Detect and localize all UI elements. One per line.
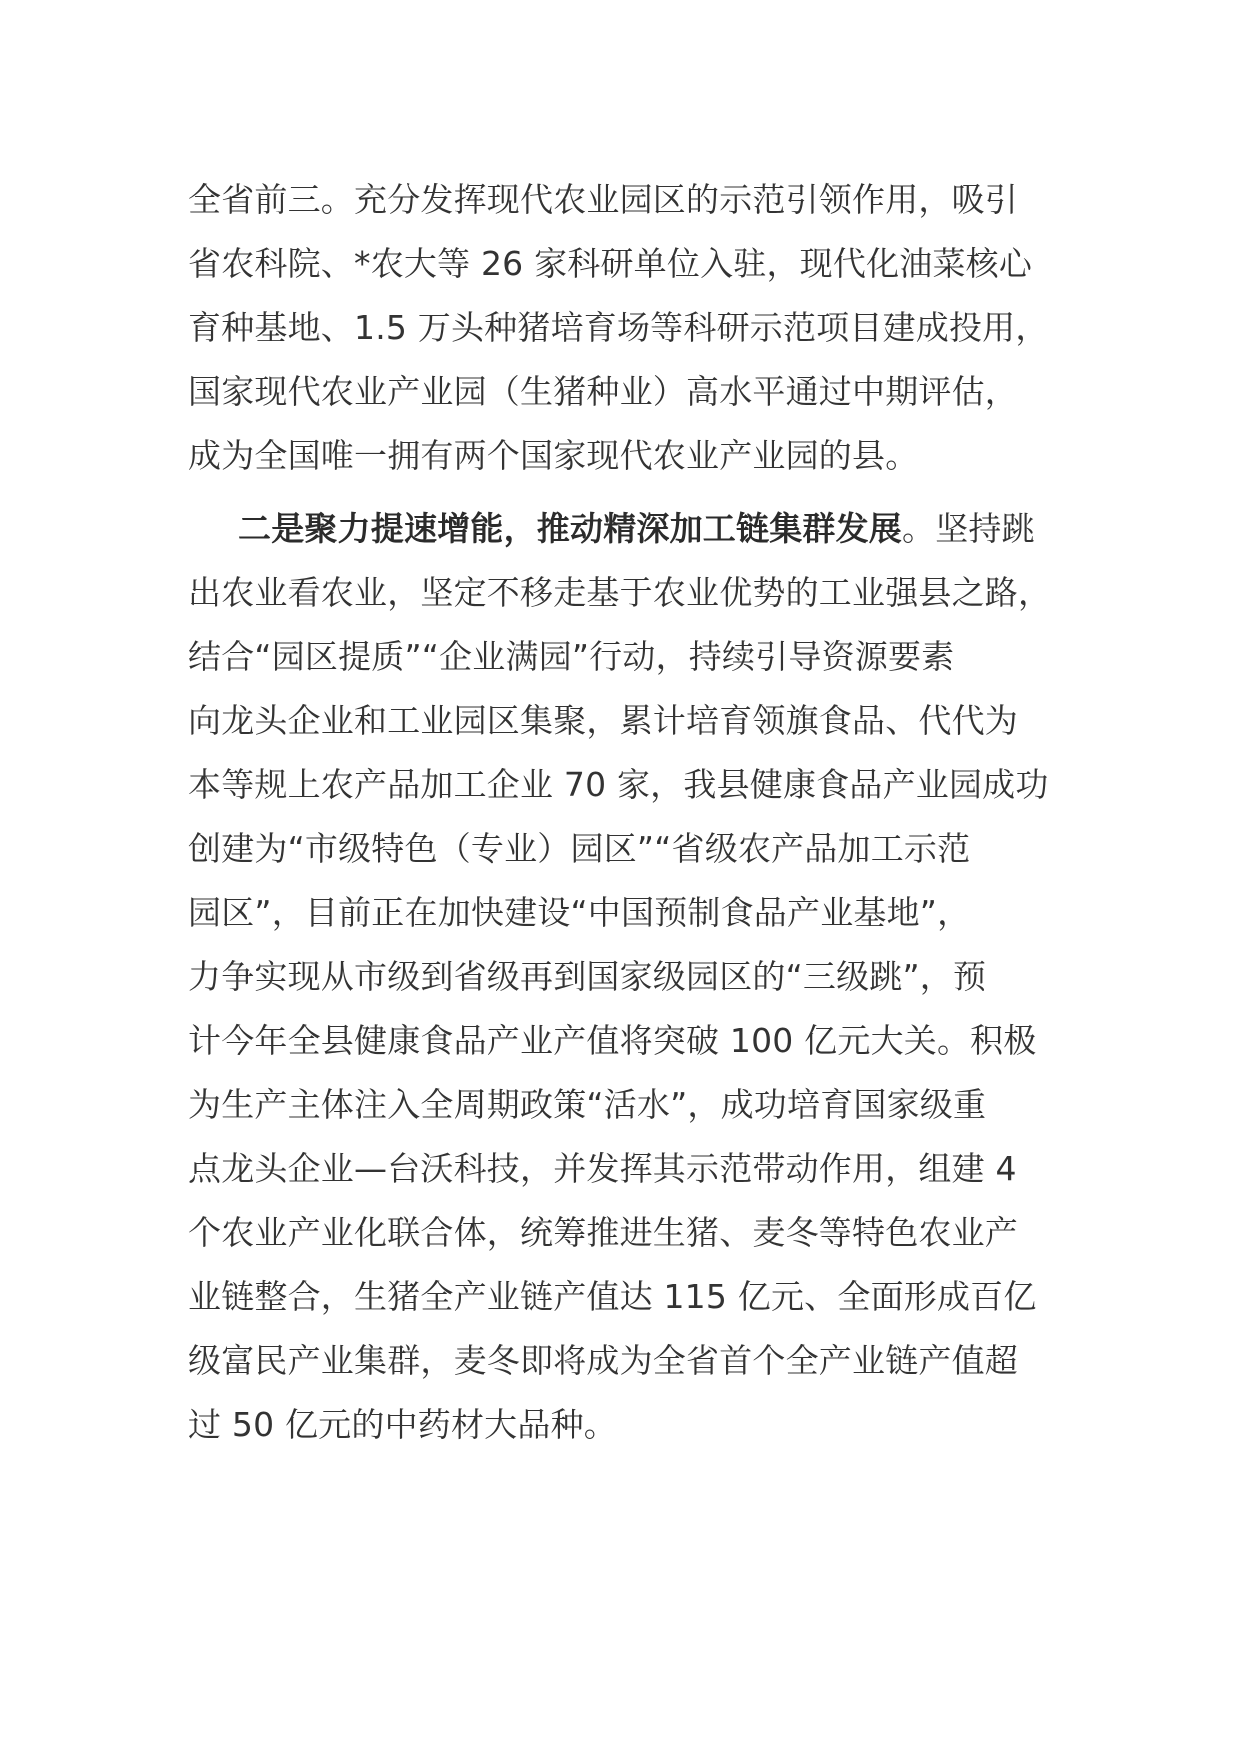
paragraph-line: 成为全国唯一拥有两个国家现代农业产业园的县。 [188,436,919,475]
paragraph-first-line [188,497,1078,561]
document-body [188,168,1078,1457]
paragraph-line: 本等规上农产品加工企业 70 家，我县健康食品产业园成功 [188,765,1049,804]
paragraph-line: 力争实现从市级到省级再到国家级园区的“三级跳”，预 [188,957,987,996]
paragraph-2 [188,497,1078,1457]
section-heading: 二是聚力提速增能，推动精深加工链集群发展 [238,509,902,548]
paragraph-line: 过 50 亿元的中药材大品种。 [188,1405,617,1444]
paragraph-line: 级富民产业集群，麦冬即将成为全省首个全产业链产值超 [188,1341,1018,1380]
paragraph-1 [188,168,1078,488]
paragraph-line: 创建为“市级特色（专业）园区”“省级农产品加工示范 [188,829,971,868]
heading-tail-text: 。坚持跳 [902,509,1035,548]
paragraph-line: 业链整合，生猪全产业链产值达 115 亿元、全面形成百亿 [188,1277,1037,1316]
paragraph-line: 向龙头企业和工业园区集聚，累计培育领旗食品、代代为 [188,701,1018,740]
paragraph-line: 省农科院、*农大等 26 家科研单位入驻，现代化油菜核心 [188,244,1033,283]
paragraph-line: 计今年全县健康食品产业产值将突破 100 亿元大关。积极 [188,1021,1037,1060]
paragraph-line: 点龙头企业—台沃科技，并发挥其示范带动作用，组建 4 [188,1149,1017,1188]
paragraph-line: 园区”，目前正在加快建设“中国预制食品产业基地”， [188,893,971,932]
paragraph-line: 国家现代农业产业园（生猪种业）高水平通过中期评估， [188,372,1018,411]
paragraph-line: 个农业产业化联合体，统筹推进生猪、麦冬等特色农业产 [188,1213,1018,1252]
paragraph-line: 为生产主体注入全周期政策“活水”，成功培育国家级重 [188,1085,987,1124]
paragraph-line: 结合“园区提质”“企业满园”行动，持续引导资源要素 [188,637,955,676]
paragraph-spacer [188,488,1078,497]
paragraph-line: 育种基地、1.5 万头种猪培育场等科研示范项目建成投用， [188,308,1049,347]
paragraph-line: 出农业看农业，坚定不移走基于农业优势的工业强县之路， [188,573,1052,612]
paragraph-line: 全省前三。充分发挥现代农业园区的示范引领作用，吸引 [188,180,1018,219]
